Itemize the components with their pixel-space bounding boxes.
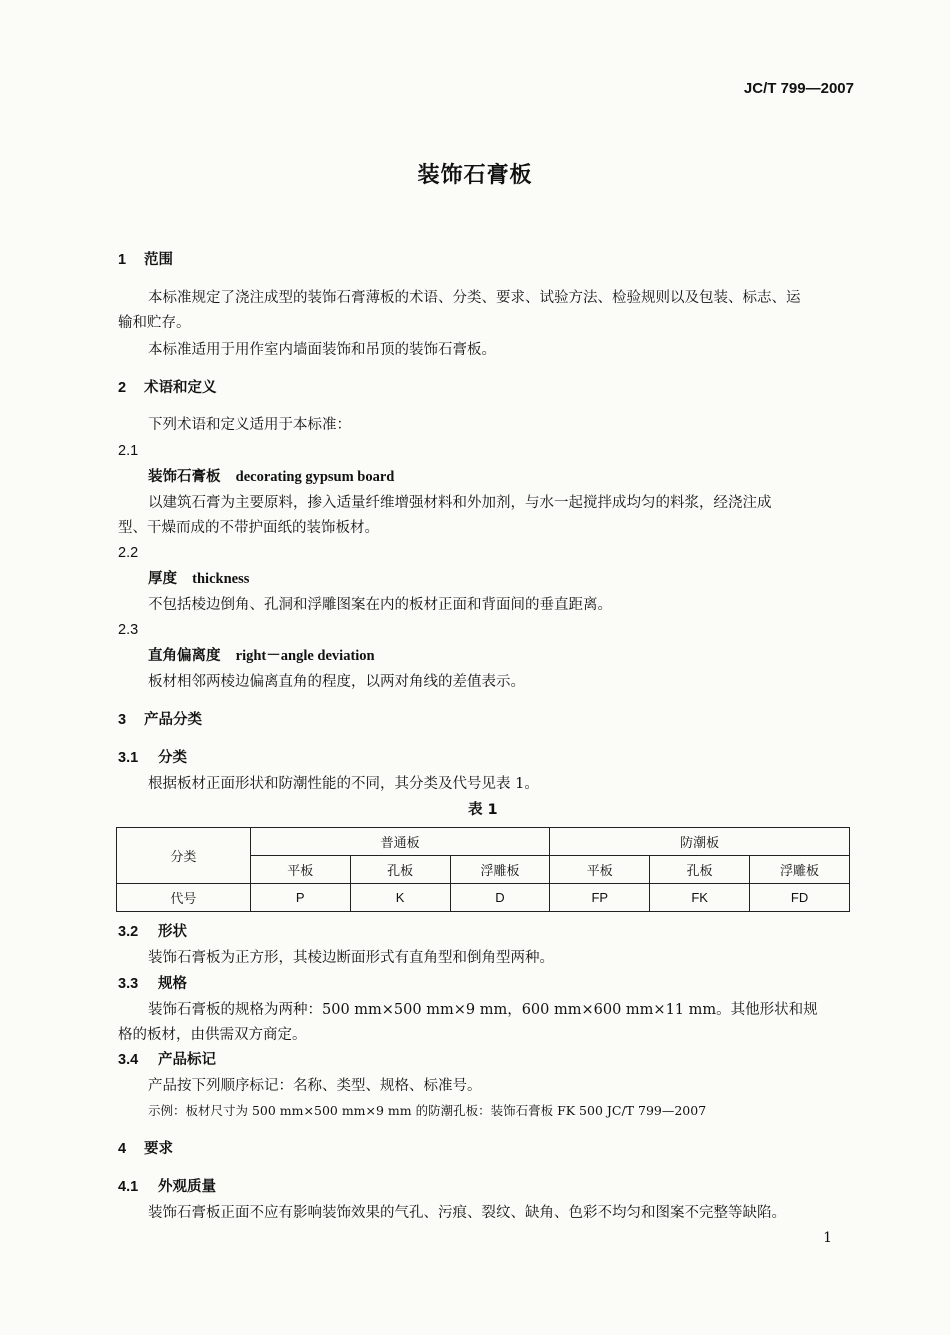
clause-number: 2.1 (118, 443, 139, 459)
table-row (117, 828, 850, 856)
table-cell: FP (550, 884, 650, 912)
subsection-3-4-heading (118, 1050, 216, 1070)
definition: 板材相邻两棱边偏离直角的程度，以两对角线的差值表示。 (148, 674, 525, 690)
term-en: decorating gypsum board (235, 469, 395, 485)
paragraph-continued: 输和贮存。 (118, 315, 191, 331)
term-heading (148, 569, 249, 589)
standard-code: JC/T 799—2007 (743, 80, 854, 97)
subsection-number: 4.1 (118, 1179, 139, 1195)
section-number: 2 (118, 380, 127, 396)
table-subheader-cell: 平板 (550, 856, 650, 884)
table-row (117, 884, 850, 912)
subsection-number: 3.4 (118, 1052, 139, 1068)
term-heading (148, 646, 375, 666)
table-subheader-cell: 平板 (250, 856, 350, 884)
clause-number: 2.3 (118, 622, 139, 638)
clause-number: 2.2 (118, 545, 139, 561)
example-note: 示例：板材尺寸为 500 mm×500 mm×9 mm 的防潮孔板：装饰石膏板 FK 500 JC/T 799—2007 (148, 1103, 707, 1118)
paragraph: 本标准规定了浇注成型的装饰石膏薄板的术语、分类、要求、试验方法、检验规则以及包装、标志、运 (148, 290, 801, 306)
subsection-title: 形状 (158, 924, 187, 940)
table-cell: FK (650, 884, 750, 912)
table-cell: FD (750, 884, 850, 912)
section-2-heading (118, 378, 217, 398)
table-caption: 表 1 (468, 802, 498, 818)
term-cn: 厚度 (148, 571, 177, 587)
definition: 以建筑石膏为主要原料，掺入适量纤维增强材料和外加剂，与水一起搅拌成均匀的料浆，经浇注成 (148, 495, 772, 511)
subsection-number: 3.1 (118, 750, 139, 766)
term-en: thickness (192, 571, 250, 587)
subsection-number: 3.3 (118, 976, 139, 992)
paragraph: 产品按下列顺序标记：名称、类型、规格、标准号。 (148, 1078, 482, 1094)
table-subheader-cell: 孔板 (350, 856, 450, 884)
term-heading (148, 467, 394, 487)
section-number: 3 (118, 712, 127, 728)
section-4-heading (118, 1139, 173, 1159)
table-group-header: 防潮板 (550, 828, 850, 856)
table-header-cell: 分类 (117, 828, 251, 884)
paragraph: 根据板材正面形状和防潮性能的不同，其分类及代号见表 1。 (148, 776, 539, 792)
classification-table (116, 827, 850, 912)
subsection-3-1-heading (118, 748, 187, 768)
paragraph: 装饰石膏板正面不应有影响装饰效果的气孔、污痕、裂纹、缺角、色彩不均匀和图案不完整等缺陷。 (148, 1205, 786, 1221)
paragraph: 本标准适用于用作室内墙面装饰和吊顶的装饰石膏板。 (148, 342, 496, 358)
section-title: 范围 (144, 252, 173, 268)
subsection-3-3-heading (118, 974, 187, 994)
paragraph: 装饰石膏板的规格为两种：500 mm×500 mm×9 mm，600 mm×600 mm×11 mm。其他形状和规 (148, 1002, 818, 1018)
page-title: 装饰石膏板 (417, 163, 533, 188)
table-cell: K (350, 884, 450, 912)
subsection-3-2-heading (118, 922, 187, 942)
table-cell: P (250, 884, 350, 912)
table-subheader-cell: 浮雕板 (750, 856, 850, 884)
section-title: 要求 (144, 1141, 173, 1157)
term-en: right－angle deviation (235, 648, 375, 664)
section-title: 产品分类 (144, 712, 202, 728)
table-row-label: 代号 (117, 884, 251, 912)
section-number: 4 (118, 1141, 127, 1157)
paragraph: 装饰石膏板为正方形，其棱边断面形式有直角型和倒角型两种。 (148, 950, 554, 966)
definition-continued: 型、干燥而成的不带护面纸的装饰板材。 (118, 520, 379, 536)
subsection-title: 分类 (158, 750, 187, 766)
table-subheader-cell: 浮雕板 (450, 856, 550, 884)
section-1-heading (118, 250, 173, 270)
section-title: 术语和定义 (144, 380, 217, 396)
table-cell: D (450, 884, 550, 912)
section-3-heading (118, 710, 202, 730)
subsection-title: 规格 (158, 976, 187, 992)
subsection-4-1-heading (118, 1177, 216, 1197)
subsection-title: 产品标记 (158, 1052, 216, 1068)
paragraph-continued: 格的板材，由供需双方商定。 (118, 1027, 307, 1043)
term-cn: 装饰石膏板 (148, 469, 221, 485)
paragraph: 下列术语和定义适用于本标准： (148, 417, 351, 433)
page-number: 1 (823, 1230, 832, 1246)
subsection-number: 3.2 (118, 924, 139, 940)
definition: 不包括棱边倒角、孔洞和浮雕图案在内的板材正面和背面间的垂直距离。 (148, 597, 612, 613)
term-cn: 直角偏离度 (148, 648, 221, 664)
subsection-title: 外观质量 (158, 1179, 216, 1195)
table-group-header: 普通板 (250, 828, 550, 856)
table-subheader-cell: 孔板 (650, 856, 750, 884)
section-number: 1 (118, 252, 127, 268)
